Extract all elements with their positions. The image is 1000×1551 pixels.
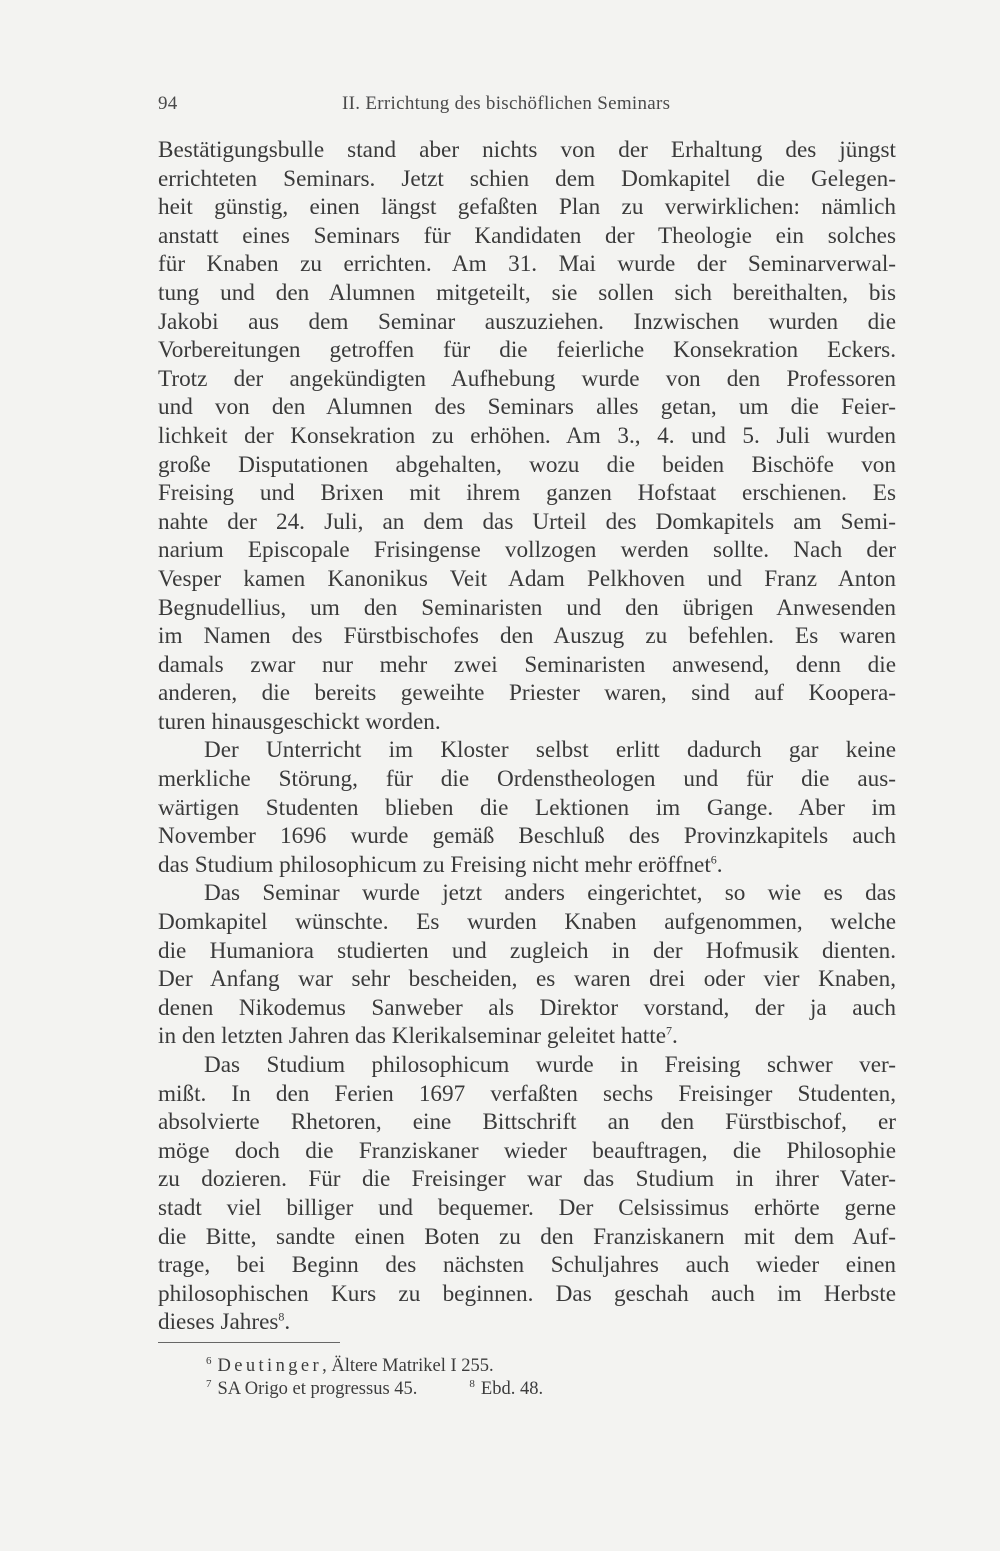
text-line: Vesper kamen Kanonikus Veit Adam Pelkhoven und Franz Anton <box>158 565 896 592</box>
text-line: Jakobi aus dem Seminar auszuziehen. Inzwischen wurden die <box>158 308 896 335</box>
footnote-6 <box>206 1355 543 1378</box>
text-line: nahte der 24. Juli, an dem das Urteil des Domkapitels am Semi- <box>158 508 896 535</box>
text-line: Freising und Brixen mit ihrem ganzen Hofstaat erschienen. Es <box>158 480 896 507</box>
footnote-text: , Ältere Matrikel I 255. <box>322 1356 494 1376</box>
text-line: narium Episcopale Frisingense vollzogen werden sollte. Nach der <box>158 537 896 564</box>
running-head <box>158 93 896 119</box>
footnote-ref-6[interactable]: 6 <box>710 852 717 867</box>
paragraph-start-line: Das Studium philosophicum wurde in Freising schwer ver- <box>204 1052 896 1078</box>
text-line: Begnudellius, um den Seminaristen und den übrigen Anwesenden <box>158 594 896 621</box>
text-line: anstatt eines Seminars für Kandidaten der Theologie ein solches <box>158 222 896 249</box>
text-line <box>158 1308 896 1337</box>
text-line <box>158 1022 896 1051</box>
text-line: die Humaniora studierten und zugleich in der Hofmusik dienten. <box>158 937 896 964</box>
footnote-mark: 6 <box>206 1354 212 1367</box>
text-line: anderen, die bereits geweihte Priester waren, sind auf Koopera- <box>158 680 896 707</box>
text-line: für Knaben zu errichten. Am 31. Mai wurde der Seminarverwal- <box>158 251 896 278</box>
period: . <box>672 1023 678 1050</box>
page-number: 94 <box>158 93 178 114</box>
text-line: turen hinausgeschickt worden. <box>158 708 441 735</box>
text-line <box>158 851 896 880</box>
footnote-mark: 7 <box>206 1377 212 1390</box>
text-fragment: das Studium philosophicum zu Freising nicht mehr eröffnet <box>158 851 711 878</box>
footnote-ref-8[interactable]: 8 <box>278 1309 285 1324</box>
footnote-text: SA Origo et progressus 45. <box>217 1379 418 1399</box>
text-line: heit günstig, einen längst gefaßten Plan zu verwirklichen: nämlich <box>158 194 896 221</box>
text-fragment: dieses Jahres <box>158 1309 279 1336</box>
text-line: Der Anfang war sehr bescheiden, es waren drei oder vier Knaben, <box>158 966 896 993</box>
text-line: zu dozieren. Für die Freisinger war das Studium in ihrer Vater- <box>158 1166 896 1193</box>
text-line: Domkapitel wünschte. Es wurden Knaben aufgenommen, welche <box>158 909 896 936</box>
period: . <box>284 1309 291 1336</box>
body-text <box>158 136 896 1337</box>
text-line: möge doch die Franziskaner wieder beauftragen, die Philosophie <box>158 1137 896 1164</box>
text-line: errichteten Seminars. Jetzt schien dem Domkapitel die Gelegen- <box>158 165 896 192</box>
running-title: II. Errichtung des bischöflichen Seminars <box>342 93 671 114</box>
text-line: absolvierte Rhetoren, eine Bittschrift an den Fürstbischof, er <box>158 1109 896 1136</box>
footnote-mark: 8 <box>469 1377 475 1390</box>
text-line: denen Nikodemus Sanweber als Direktor vorstand, der ja auch <box>158 994 896 1021</box>
text-line: merkliche Störung, für die Ordenstheologen und für die aus- <box>158 766 896 793</box>
text-line: damals zwar nur mehr zwei Seminaristen anwesend, denn die <box>158 651 896 678</box>
text-line: philosophischen Kurs zu beginnen. Das geschah auch im Herbste <box>158 1280 896 1307</box>
paragraph-start-line: Der Unterricht im Kloster selbst erlitt dadurch gar keine <box>204 737 896 764</box>
text-line: die Bitte, sandte einen Boten zu den Franziskanern mit dem Auf- <box>158 1223 896 1250</box>
text-line: im Namen des Fürstbischofes den Auszug zu befehlen. Es waren <box>158 623 896 650</box>
text-fragment: in den letzten Jahren das Klerikalseminar geleitet hatte <box>158 1023 666 1050</box>
text-line: lichkeit der Konsekration zu erhöhen. Am 3., 4. und 5. Juli wurden <box>158 422 896 449</box>
text-line: und von den Alumnen des Seminars alles getan, um die Feier- <box>158 394 896 421</box>
paragraph-start-line: Das Seminar wurde jetzt anders eingerichtet, so wie es das <box>204 880 896 907</box>
text-line: wärtigen Studenten blieben die Lektionen im Gange. Aber im <box>158 794 896 821</box>
period: . <box>716 851 723 878</box>
text-line: Bestätigungsbulle stand aber nichts von der Erhaltung des jüngst <box>158 137 896 163</box>
text-line: Vorbereitungen getroffen für die feierliche Konsekration Eckers. <box>158 337 896 364</box>
text-line: stadt viel billiger und bequemer. Der Celsissimus erhörte gerne <box>158 1194 896 1221</box>
footnote-text: Ebd. 48. <box>480 1379 544 1399</box>
footnote-line-7-8 <box>206 1378 543 1401</box>
text-line: trage, bei Beginn des nächsten Schuljahres auch wieder einen <box>158 1252 896 1279</box>
text-line: tung und den Alumnen mitgeteilt, sie sollen sich bereithalten, bis <box>158 279 896 306</box>
text-line: November 1696 wurde gemäß Beschluß des Provinzkapitels auch <box>158 823 896 850</box>
text-line: große Disputationen abgehalten, wozu die beiden Bischöfe von <box>158 451 896 478</box>
footnote-ref-7[interactable]: 7 <box>666 1023 672 1038</box>
footnote-divider <box>158 1342 340 1343</box>
footnote-author: Deutinger <box>217 1356 323 1376</box>
footnotes <box>206 1355 543 1401</box>
text-line: mißt. In den Ferien 1697 verfaßten sechs Freisinger Studenten, <box>158 1080 896 1107</box>
text-line: Trotz der angekündigten Aufhebung wurde von den Professoren <box>158 365 896 392</box>
